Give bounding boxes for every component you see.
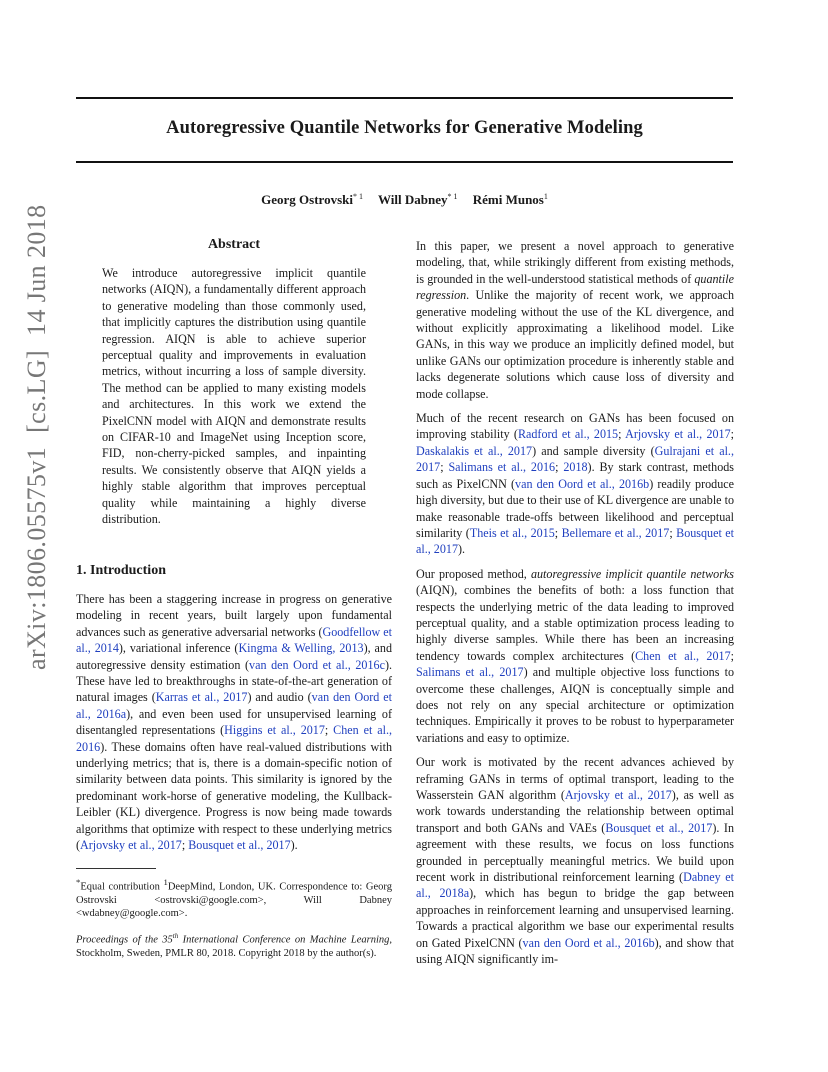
body-text: ) and audio ( bbox=[247, 690, 312, 705]
body-text: ; bbox=[669, 525, 677, 540]
title-bottom-rule bbox=[76, 161, 733, 163]
author-affiliation-mark: * 1 bbox=[447, 192, 458, 201]
citation-link[interactable]: Goodfellow et al., 2014 bbox=[76, 624, 393, 656]
paper-title: Autoregressive Quantile Networks for Generative Modeling bbox=[166, 118, 643, 138]
emphasized-term: autoregressive implicit quantile networks bbox=[530, 566, 734, 581]
intro-paragraph bbox=[416, 566, 734, 746]
author-list bbox=[76, 192, 733, 208]
citation-link[interactable]: Chen et al., 2017 bbox=[635, 648, 731, 663]
author-name: Will Dabney bbox=[378, 192, 448, 207]
citation-link[interactable]: van den Oord et al., 2016b bbox=[515, 476, 650, 491]
citation-link[interactable]: van den Oord et al., 2016a bbox=[76, 690, 392, 721]
citation-link[interactable]: Gulrajani et al., 2017 bbox=[416, 443, 734, 475]
citation-link[interactable]: 2018 bbox=[563, 460, 588, 475]
body-text: ). These domains often have real-valued distributions with underlying metrics; that is, there is a domain-specific notion of similarity between data points. This similarity is ignored by the predominant work-horse of generative modeling, the Kullback-Leibler (KL) divergence. Progress is now being made towards algorithms that optimize with respect to these underlying metrics ( bbox=[76, 739, 392, 853]
body-text: ) readily produce high diversity, but due to their use of KL divergence are unable to make reasonable trade-offs between likelihood and perceptual similarity ( bbox=[416, 476, 734, 540]
footnote-affiliation: DeepMind, London, UK. Correspondence to: Georg Ostrovski <ostrovski@google.com>, Will Dabney <wdabney@google.com>. bbox=[76, 881, 392, 920]
body-text: ), variational inference ( bbox=[118, 641, 239, 656]
citation-link[interactable]: Kingma & Welling, 2013 bbox=[238, 641, 364, 656]
body-text: ). These have led to breakthroughs in state-of-the-art generation of natural images ( bbox=[76, 657, 392, 705]
citation-link[interactable]: Arjovsky et al., 2017 bbox=[80, 838, 182, 853]
body-text: ), and autoregressive density estimation ( bbox=[76, 641, 392, 672]
citation-link[interactable]: Higgins et al., 2017 bbox=[224, 723, 325, 738]
citation-link[interactable]: van den Oord et al., 2016b bbox=[522, 935, 655, 950]
body-text: ; bbox=[730, 427, 735, 442]
body-text: Our proposed method, bbox=[416, 566, 531, 581]
arxiv-stamp bbox=[22, 204, 52, 670]
footnote-number: 1 bbox=[163, 877, 168, 887]
footnote-text: Equal contribution bbox=[80, 881, 164, 893]
proceedings-note bbox=[76, 930, 392, 960]
body-text: ; bbox=[730, 648, 734, 663]
body-text: ; bbox=[555, 460, 564, 475]
top-rule bbox=[76, 97, 733, 99]
citation-link[interactable]: van den Oord et al., 2016c bbox=[249, 657, 385, 672]
emphasized-term: quantile regression bbox=[416, 271, 734, 303]
body-text: ; bbox=[440, 460, 449, 475]
citation-link[interactable]: Bousquet et al., 2017 bbox=[188, 838, 291, 853]
author-name: Georg Ostrovski bbox=[261, 192, 353, 207]
proceedings-ordinal: th bbox=[172, 932, 179, 940]
citation-link[interactable]: Karras et al., 2017 bbox=[155, 690, 248, 705]
proceedings-title-a: Proceedings of the 35 bbox=[76, 934, 173, 946]
footnote-rule bbox=[76, 868, 156, 869]
left-column-body bbox=[76, 591, 392, 862]
body-text: ), and even been used for unsupervised learning of disentangled representations ( bbox=[76, 706, 392, 738]
body-text: Much of the recent research on GANs has been focused on improving stability ( bbox=[416, 411, 734, 442]
footnote bbox=[76, 876, 392, 921]
body-text: Our work is motivated by the recent advances achieved by reframing GANs in terms of optimal transport, leading to the Wasserstein GAN algorithm ( bbox=[416, 755, 734, 802]
body-text: ). bbox=[290, 838, 298, 853]
body-text: ; bbox=[618, 427, 626, 442]
citation-link[interactable]: Theis et al., 2015 bbox=[469, 525, 555, 540]
abstract-text: We introduce autoregressive implicit quantile networks (AIQN), a fundamentally different approach to generative modeling than those commonly used, that implicitly captures the distribution using quantile regression. AIQN is able to achieve superior perceptual quality and improvements in evaluation metrics, without incurring a loss of sample diversity. The method can be applied to many existing models and architectures. In this work we extend the PixelCNN model with AIQN and demonstrate results on CIFAR-10 and ImageNet using Inception score, FID, non-cherry-picked samples, and inpainting results. We consistently observe that AIQN yields a highly stable algorithm that improves perceptual quality while maintaining a highly diverse distribution. bbox=[102, 266, 366, 527]
arxiv-category: [cs.LG] bbox=[22, 349, 51, 433]
citation-link[interactable]: Arjovsky et al., 2017 bbox=[625, 427, 731, 442]
proceedings-title-b: International Conference on Machine Learning bbox=[178, 934, 390, 946]
section-heading-introduction: 1. Introduction bbox=[76, 563, 166, 578]
body-text: ; bbox=[181, 838, 189, 853]
citation-link[interactable]: Bousquet et al., 2017 bbox=[416, 525, 734, 557]
body-text: There has been a staggering increase in progress on generative modeling in recent years, built largely upon fundamental advances such as generative adversarial networks ( bbox=[76, 592, 392, 639]
citation-link[interactable]: Salimans et al., 2016 bbox=[448, 460, 556, 475]
body-text: ), which has begun to bridge the gap between approaches in reinforcement learning and unsupervised learning. Towards a practical algorithm we base our experimental results on Gated PixelCNN ( bbox=[416, 886, 734, 950]
intro-paragraph bbox=[416, 238, 734, 402]
citation-link[interactable]: Radford et al., 2015 bbox=[517, 427, 619, 442]
right-column-body bbox=[416, 238, 734, 975]
citation-link[interactable]: Bellemare et al., 2017 bbox=[561, 525, 670, 540]
citation-link[interactable]: Dabney et al., 2018a bbox=[416, 870, 734, 901]
arxiv-date: 14 Jun 2018 bbox=[22, 204, 51, 336]
author-affiliation-mark: * 1 bbox=[352, 192, 363, 201]
body-text: ), as well as work towards understanding the relationship between optimal transport and both GANs and VAEs ( bbox=[416, 788, 734, 835]
author-name: Rémi Munos bbox=[472, 192, 544, 207]
author-affiliation-mark: 1 bbox=[543, 192, 548, 201]
body-text: In this paper, we present a novel approach to generative modeling, that, while strikingly different from existing methods, is grounded in the well-understood statistical methods of bbox=[416, 239, 734, 286]
proceedings-rest: , Stockholm, Sweden, PMLR 80, 2018. Copyright 2018 by the author(s). bbox=[76, 934, 392, 959]
footnote-star: * bbox=[76, 877, 81, 887]
citation-link[interactable]: Arjovsky et al., 2017 bbox=[564, 788, 672, 802]
intro-paragraph bbox=[416, 410, 734, 558]
body-text: ; bbox=[324, 723, 334, 738]
body-text: . Unlike the majority of recent work, we approach generative modeling without the use of the KL divergence, and without explicitly approximating a likelihood model. Like GANs, in this way we produce an implicitly defined model, but unlike GANs our optimization procedure is inherently stable and lacks degenerate solutions which cause loss of diversity and mode collapse. bbox=[416, 288, 734, 401]
arxiv-id: arXiv:1806.05575v1 bbox=[22, 446, 51, 670]
body-text: ). By stark contrast, methods such as PixelCNN ( bbox=[416, 460, 735, 491]
body-text: ) and multiple objective loss functions to overcome these challenges, AIQN is conceptually simple and does not rely on any special architecture or optimization techniques. Empirically it proves to be robust to hyperparameter variations and easy to optimize. bbox=[416, 665, 735, 745]
citation-link[interactable]: Daskalakis et al., 2017 bbox=[416, 443, 533, 458]
body-text: ). In agreement with these results, we focus on loss functions grounded in perceptually meaningful metrics. We build upon recent work in distributional reinforcement learning ( bbox=[416, 820, 734, 885]
abstract-heading: Abstract bbox=[207, 237, 261, 252]
body-text: ). bbox=[458, 542, 466, 557]
body-text: (AIQN), combines the benefits of both: a loss function that respects the underlying metric of the data leading to improved perceptual quality, and a stable optimization process leading to highly diverse samples. While there has been an increasing tendency towards complex architectures ( bbox=[416, 583, 734, 663]
intro-paragraph bbox=[76, 591, 392, 854]
citation-link[interactable]: Bousquet et al., 2017 bbox=[605, 820, 713, 835]
body-text: ; bbox=[554, 525, 562, 540]
citation-link[interactable]: Chen et al., 2016 bbox=[76, 723, 393, 754]
body-text: ) and sample diversity ( bbox=[532, 443, 655, 458]
citation-link[interactable]: Salimans et al., 2017 bbox=[416, 665, 524, 680]
body-text: ), and show that using AIQN significantly im- bbox=[416, 935, 734, 967]
intro-paragraph bbox=[416, 754, 734, 967]
